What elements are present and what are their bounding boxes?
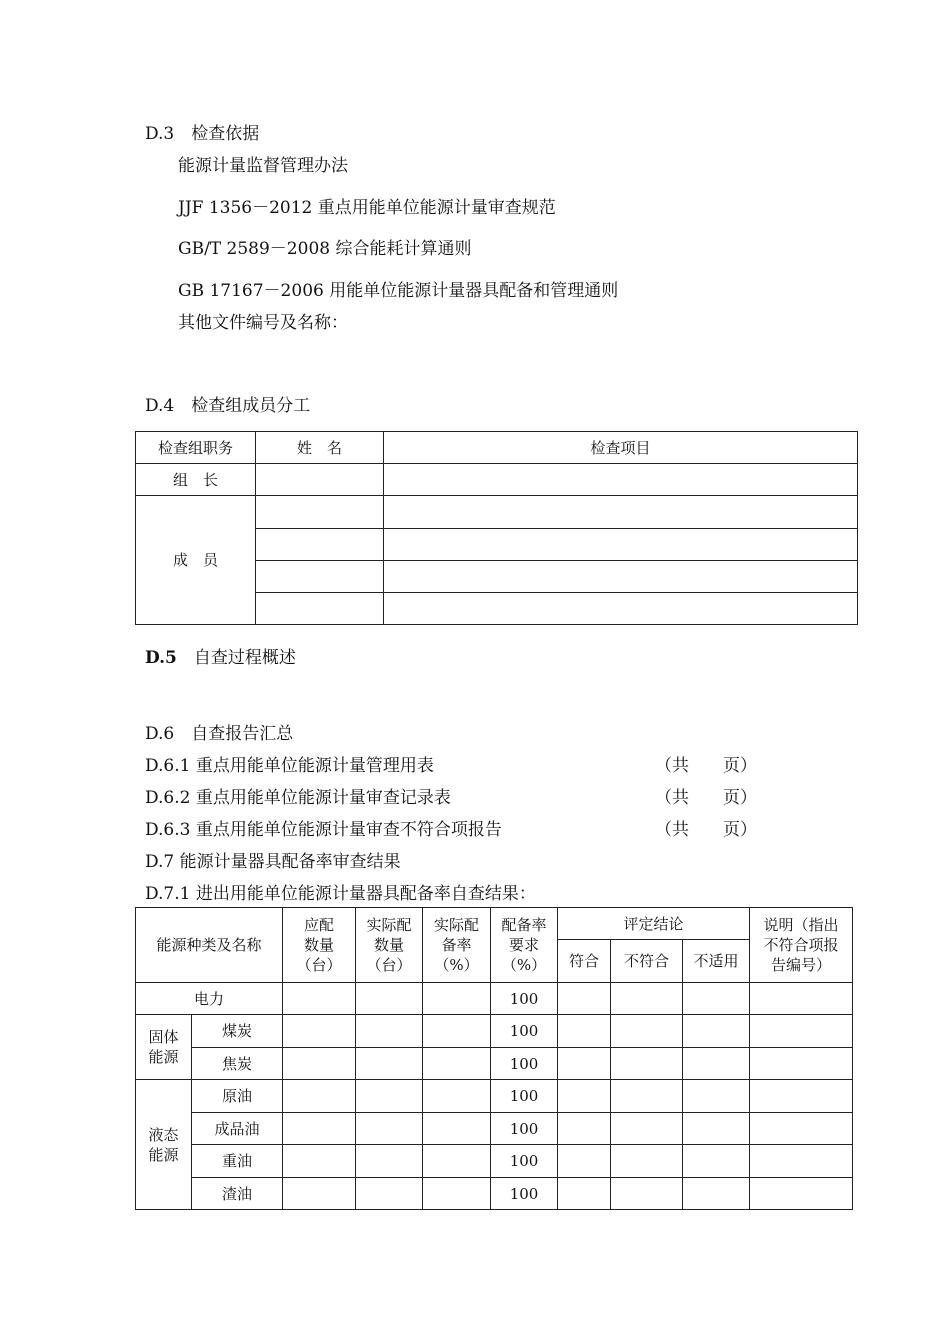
empty-cell [558,1015,611,1048]
empty-cell [750,983,853,1015]
header-line: 数量 [304,936,335,954]
energy-group-solid [136,1015,192,1080]
energy-name: 原油 [192,1080,283,1113]
header-should-quantity [283,908,356,983]
table-row [136,1048,853,1080]
empty-cell [283,1178,356,1210]
empty-cell [283,983,356,1015]
empty-cell [283,1080,356,1113]
energy-name: 渣油 [192,1178,283,1210]
energy-name: 重油 [192,1145,283,1178]
empty-cell [611,1113,683,1145]
header-required-rate [491,908,558,983]
d3-item: 能源计量监督管理办法 [178,156,348,176]
empty-cell [750,1080,853,1113]
header-line: （台） [296,956,342,974]
d6-heading: D.6 自查报告汇总 [145,724,294,744]
table-row [136,1113,853,1145]
header-line: （%） [501,956,547,974]
group-line: 液态 [148,1125,179,1144]
header-nonconform: 不符合 [611,940,683,983]
empty-cell [683,1113,750,1145]
team-member-name-cell [256,496,384,529]
d5-heading [145,648,296,668]
table-row [136,1080,853,1113]
required-rate-value: 100 [491,1080,558,1113]
d3-item: 其他文件编号及名称： [178,313,348,333]
group-line: 能源 [148,1048,179,1066]
d6-item-label: D.6.1 重点用能单位能源计量管理用表 [145,756,434,776]
required-rate-value: 100 [491,1178,558,1210]
empty-cell [283,1145,356,1178]
group-line: 固体 [148,1028,179,1046]
empty-cell [356,1145,423,1178]
empty-cell [558,1048,611,1080]
d3-item: JJF 1356－2012 重点用能单位能源计量审查规范 [178,198,556,218]
empty-cell [423,983,491,1015]
energy-name: 煤炭 [192,1015,283,1048]
empty-cell [683,1015,750,1048]
empty-cell [423,1015,491,1048]
header-line: 告编号） [771,956,832,974]
empty-cell [356,983,423,1015]
header-team-role: 检查组职务 [136,432,256,464]
empty-cell [423,1113,491,1145]
empty-cell [558,983,611,1015]
header-line: （台） [366,956,412,974]
header-line: 备率 [441,936,472,954]
empty-cell [423,1080,491,1113]
team-member-name-cell [256,593,384,625]
d6-item-label: D.6.2 重点用能单位能源计量审查记录表 [145,788,451,808]
header-line: 应配 [304,916,335,934]
header-conclusion: 评定结论 [558,908,750,940]
empty-cell [356,1178,423,1210]
header-line: 不符合项报 [763,936,839,954]
d6-item-pages: （共 页） [655,788,757,808]
empty-cell [423,1178,491,1210]
d6-item-pages: （共 页） [655,820,757,840]
empty-cell [611,1080,683,1113]
empty-cell [611,983,683,1015]
empty-cell [356,1080,423,1113]
energy-name: 焦炭 [192,1048,283,1080]
team-member-label: 成 员 [136,496,256,625]
required-rate-value: 100 [491,1145,558,1178]
empty-cell [356,1048,423,1080]
team-member-items-cell [384,496,858,529]
empty-cell [611,1015,683,1048]
energy-name: 电力 [136,983,283,1015]
header-inspection-items: 检查项目 [384,432,858,464]
d5-heading-number: D.5 [145,648,177,668]
d5-heading-spacer [177,648,194,668]
table-row [136,983,853,1015]
team-leader-name-cell [256,464,384,496]
team-member-items-cell [384,593,858,625]
header-note [750,908,853,983]
empty-cell [558,1113,611,1145]
empty-cell [611,1145,683,1178]
header-line: 数量 [374,936,405,954]
header-conform: 符合 [558,940,611,983]
d7-sub-heading: D.7.1 进出用能单位能源计量器具配备率自查结果： [145,884,536,904]
empty-cell [750,1145,853,1178]
empty-cell [683,1048,750,1080]
empty-cell [356,1015,423,1048]
empty-cell [283,1048,356,1080]
energy-group-liquid [136,1080,192,1210]
header-line: 说明（指出 [763,916,839,934]
empty-cell [750,1048,853,1080]
header-actual-quantity [356,908,423,983]
empty-cell [283,1015,356,1048]
team-member-name-cell [256,529,384,561]
header-name: 姓 名 [256,432,384,464]
team-member-items-cell [384,561,858,593]
header-energy-type: 能源种类及名称 [136,908,283,983]
empty-cell [423,1145,491,1178]
header-line: 要求 [509,936,540,954]
d4-heading: D.4 检查组成员分工 [145,396,311,416]
team-member-name-cell [256,561,384,593]
header-actual-rate [423,908,491,983]
required-rate-value: 100 [491,1113,558,1145]
empty-cell [558,1178,611,1210]
d5-heading-text: 自查过程概述 [193,648,296,668]
meter-allocation-table [135,907,853,1210]
empty-cell [283,1113,356,1145]
header-line: （%） [434,956,479,974]
team-leader-label: 组 长 [136,464,256,496]
required-rate-value: 100 [491,1048,558,1080]
team-leader-items-cell [384,464,858,496]
empty-cell [611,1178,683,1210]
table-row [136,1178,853,1210]
header-line: 实际配 [366,916,412,934]
required-rate-value: 100 [491,983,558,1015]
d6-item-label: D.6.3 重点用能单位能源计量审查不符合项报告 [145,820,502,840]
empty-cell [683,1178,750,1210]
empty-cell [683,1145,750,1178]
table-row [136,1145,853,1178]
empty-cell [750,1113,853,1145]
inspection-team-table [135,431,858,625]
empty-cell [423,1048,491,1080]
group-line: 能源 [148,1145,179,1164]
d3-heading: D.3 检查依据 [145,124,260,144]
header-line: 配备率 [501,916,547,934]
d7-heading: D.7 能源计量器具配备率审查结果 [145,852,401,872]
empty-cell [750,1015,853,1048]
empty-cell [611,1048,683,1080]
d3-item: GB/T 2589－2008 综合能耗计算通则 [178,239,472,259]
header-line: 实际配 [434,916,480,934]
empty-cell [356,1113,423,1145]
energy-name: 成品油 [192,1113,283,1145]
empty-cell [558,1145,611,1178]
empty-cell [683,983,750,1015]
header-not-applicable: 不适用 [683,940,750,983]
table-row [136,1015,853,1048]
empty-cell [558,1080,611,1113]
team-member-items-cell [384,529,858,561]
d3-item: GB 17167－2006 用能单位能源计量器具配备和管理通则 [178,281,619,301]
empty-cell [750,1178,853,1210]
empty-cell [683,1080,750,1113]
d6-item-pages: （共 页） [655,756,757,776]
required-rate-value: 100 [491,1015,558,1048]
